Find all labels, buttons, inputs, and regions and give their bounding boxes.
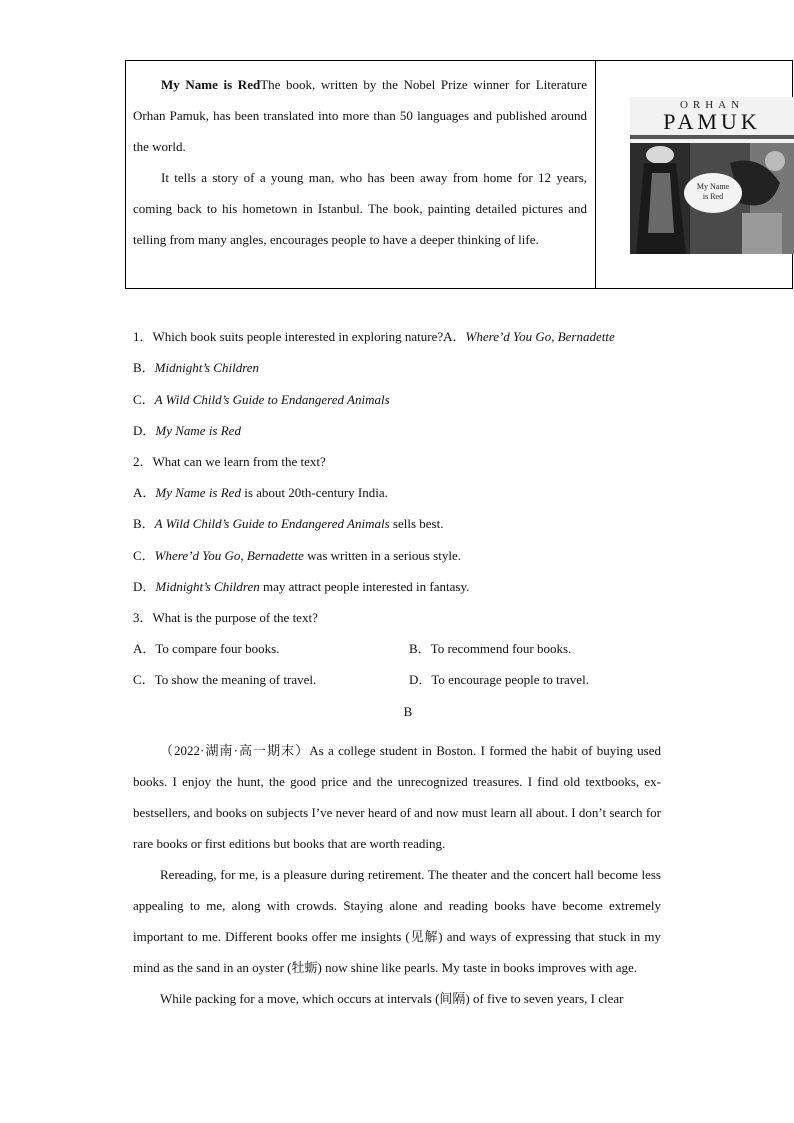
question-3-option-a: A．To compare four books. [133, 641, 280, 656]
question-3-option-d: D．To encourage people to travel. [409, 672, 589, 687]
question-stem: 3．What is the purpose of the text? [133, 610, 318, 625]
question-2-option-c: C．Where’d You Go, Bernadette was written in a serious style. [133, 548, 461, 563]
question-1-option-b: B．Midnight’s Children [133, 360, 260, 375]
cover-title-badge: My Name is Red [684, 173, 742, 213]
question-stem: 1．Which book suits people interested in exploring nature? [133, 329, 444, 344]
book-description-cell [126, 61, 596, 288]
question-1: 1．Which book suits people interested in exploring nature?A．Where’d You Go, Bernadette [133, 329, 615, 344]
question-2-option-b: B．A Wild Child’s Guide to Endangered Animals sells best. [133, 516, 444, 531]
book-intro-paragraph [133, 69, 587, 162]
question-2-option-a: A．My Name is Red is about 20th-century India. [133, 485, 388, 500]
question-3-option-c: C．To show the meaning of travel. [133, 672, 317, 687]
cover-author-first: ORHAN [679, 99, 745, 111]
passage-paragraph-2: Rereading, for me, is a pleasure during retirement. The theater and the concert hall become less appealing to me, along with crowds. Staying alone and reading books have become extremely important to me. Different books offer me insights (见解) and ways of expressing that stuck in my mind as the sand in an oyster (牡蛎) now shine like pearls. My taste in books improves with age. [133, 867, 661, 975]
section-b-passage [133, 735, 661, 1014]
cover-author-last: PAMUK [663, 109, 761, 134]
section-b-heading: B [403, 704, 413, 719]
question-stem: 2．What can we learn from the text? [133, 454, 326, 469]
passage-paragraph-1: （2022·湖南·高一期末）As a college student in Boston. I formed the habit of buying used books. I enjoy the hunt, the good price and the unrecognized treasures. I find old textbooks, ex-bestsellers, and books on subjects I’ve never heard of and now must learn all about. I don’t search for rare books or first editions but books that are worth reading. [133, 743, 661, 851]
book-table [125, 60, 793, 289]
question-1-option-d: D．My Name is Red [133, 423, 241, 438]
book-cover-cell [596, 61, 792, 288]
question-3-option-b: B．To recommend four books. [409, 641, 572, 656]
book-title: My Name is Red [161, 77, 261, 92]
question-1-option-c: C．A Wild Child’s Guide to Endangered Animals [133, 392, 390, 407]
question-2-option-d: D．Midnight’s Children may attract people interested in fantasy. [133, 579, 470, 594]
passage-paragraph-3: While packing for a move, which occurs at intervals (间隔) of five to seven years, I clear [160, 991, 624, 1006]
book-story-paragraph: It tells a story of a young man, who has been away from home for 12 years, coming back to his hometown in Istanbul. The book, painting detailed pictures and telling from many angles, encourages people to have a deeper thinking of life. [133, 170, 587, 247]
question-2 [133, 454, 326, 470]
book-cover-image [630, 97, 794, 254]
book-intro-text: The book, written by the Nobel Prize winner for Literature Orhan Pamuk, has been translated into more than 50 languages and published around the world. [133, 77, 587, 154]
question-3 [133, 610, 318, 626]
